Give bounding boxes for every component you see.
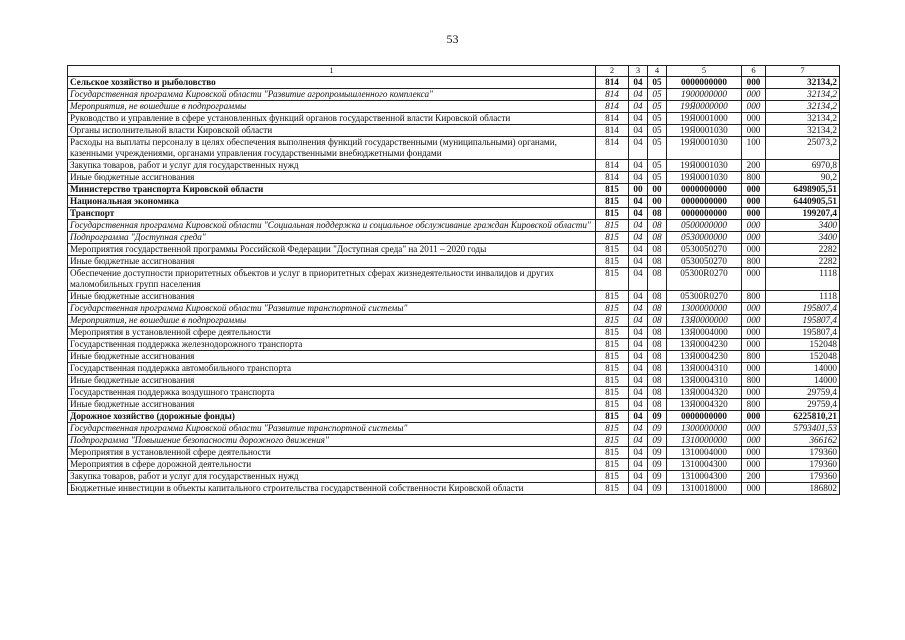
column-5: 0000000000 bbox=[667, 208, 742, 220]
table-row bbox=[68, 77, 840, 89]
column-4: 05 bbox=[648, 125, 667, 137]
row-name: Мероприятия в сфере дорожной деятельности bbox=[68, 459, 596, 471]
column-5: 05300R0270 bbox=[667, 291, 742, 303]
column-3: 04 bbox=[629, 101, 648, 113]
column-4: 05 bbox=[648, 89, 667, 101]
column-7: 32134,2 bbox=[766, 77, 840, 89]
column-5: 13Я0004230 bbox=[667, 351, 742, 363]
column-2: 815 bbox=[596, 232, 629, 244]
column-7: 2282 bbox=[766, 256, 840, 268]
column-6: 800 bbox=[742, 291, 766, 303]
column-3: 04 bbox=[629, 268, 648, 291]
column-4: 09 bbox=[648, 435, 667, 447]
column-5: 19Я0000000 bbox=[667, 101, 742, 113]
column-2: 815 bbox=[596, 375, 629, 387]
row-name: Сельское хозяйство и рыболовство bbox=[68, 77, 596, 89]
column-4: 08 bbox=[648, 387, 667, 399]
column-6: 800 bbox=[742, 351, 766, 363]
column-7: 6225810,21 bbox=[766, 411, 840, 423]
column-7: 152048 bbox=[766, 351, 840, 363]
column-2: 815 bbox=[596, 447, 629, 459]
row-name: Государственная программа Кировской области "Развитие агропромышленного комплекса" bbox=[68, 89, 596, 101]
column-3: 04 bbox=[629, 125, 648, 137]
column-2: 815 bbox=[596, 399, 629, 411]
header-cell: 2 bbox=[596, 66, 629, 77]
column-7: 6970,8 bbox=[766, 160, 840, 172]
column-6: 800 bbox=[742, 172, 766, 184]
column-3: 04 bbox=[629, 89, 648, 101]
row-name: Государственная программа Кировской области "Социальная поддержка и социальное обслуживание граждан Кировской области" bbox=[68, 220, 596, 232]
column-7: 186802 bbox=[766, 483, 840, 495]
column-2: 815 bbox=[596, 256, 629, 268]
table-row bbox=[68, 101, 840, 113]
column-4: 09 bbox=[648, 411, 667, 423]
column-3: 04 bbox=[629, 196, 648, 208]
column-3: 04 bbox=[629, 363, 648, 375]
column-3: 04 bbox=[629, 208, 648, 220]
table-row bbox=[68, 423, 840, 435]
column-2: 814 bbox=[596, 160, 629, 172]
column-3: 04 bbox=[629, 399, 648, 411]
column-2: 815 bbox=[596, 339, 629, 351]
column-2: 815 bbox=[596, 220, 629, 232]
table-row bbox=[68, 208, 840, 220]
column-7: 195807,4 bbox=[766, 303, 840, 315]
column-3: 04 bbox=[629, 375, 648, 387]
column-6: 000 bbox=[742, 315, 766, 327]
table-row bbox=[68, 256, 840, 268]
row-name: Бюджетные инвестиции в объекты капитального строительства государственной собственности Кировской области bbox=[68, 483, 596, 495]
table-row bbox=[68, 137, 840, 160]
column-6: 000 bbox=[742, 303, 766, 315]
row-name: Обеспечение доступности приоритетных объектов и услуг в приоритетных сферах жизнедеятельности инвалидов и других маломобильных групп населения bbox=[68, 268, 596, 291]
column-3: 04 bbox=[629, 113, 648, 125]
column-7: 179360 bbox=[766, 447, 840, 459]
column-5: 13Я0004310 bbox=[667, 375, 742, 387]
column-4: 08 bbox=[648, 351, 667, 363]
table-row bbox=[68, 220, 840, 232]
column-6: 800 bbox=[742, 256, 766, 268]
column-7: 90,2 bbox=[766, 172, 840, 184]
column-6: 000 bbox=[742, 327, 766, 339]
column-5: 0000000000 bbox=[667, 411, 742, 423]
column-5: 19Я0001030 bbox=[667, 172, 742, 184]
column-3: 04 bbox=[629, 435, 648, 447]
column-6: 000 bbox=[742, 244, 766, 256]
column-2: 814 bbox=[596, 172, 629, 184]
column-5: 13Я0004320 bbox=[667, 387, 742, 399]
page-number: 53 bbox=[446, 32, 459, 46]
row-name: Иные бюджетные ассигнования bbox=[68, 351, 596, 363]
table-row bbox=[68, 244, 840, 256]
column-5: 1300000000 bbox=[667, 303, 742, 315]
column-7: 5793401,53 bbox=[766, 423, 840, 435]
column-5: 1310004300 bbox=[667, 471, 742, 483]
row-name: Государственная поддержка воздушного транспорта bbox=[68, 387, 596, 399]
row-name: Мероприятия, не вошедшие в подпрограммы bbox=[68, 101, 596, 113]
column-2: 814 bbox=[596, 113, 629, 125]
table-row bbox=[68, 327, 840, 339]
column-2: 814 bbox=[596, 125, 629, 137]
column-2: 814 bbox=[596, 89, 629, 101]
row-name: Государственная программа Кировской области "Развитие транспортной системы" bbox=[68, 423, 596, 435]
table-row bbox=[68, 411, 840, 423]
column-3: 04 bbox=[629, 327, 648, 339]
row-name: Органы исполнительной власти Кировской области bbox=[68, 125, 596, 137]
column-4: 08 bbox=[648, 208, 667, 220]
column-4: 08 bbox=[648, 244, 667, 256]
table-row bbox=[68, 291, 840, 303]
table-row bbox=[68, 363, 840, 375]
column-4: 08 bbox=[648, 315, 667, 327]
column-6: 000 bbox=[742, 208, 766, 220]
column-3: 04 bbox=[629, 303, 648, 315]
header-row bbox=[68, 66, 840, 77]
column-7: 14000 bbox=[766, 375, 840, 387]
row-name: Иные бюджетные ассигнования bbox=[68, 375, 596, 387]
column-3: 04 bbox=[629, 232, 648, 244]
table-row bbox=[68, 315, 840, 327]
row-name: Мероприятия, не вошедшие в подпрограммы bbox=[68, 315, 596, 327]
table-row bbox=[68, 387, 840, 399]
column-4: 09 bbox=[648, 483, 667, 495]
column-7: 1118 bbox=[766, 268, 840, 291]
column-4: 08 bbox=[648, 303, 667, 315]
table-row bbox=[68, 399, 840, 411]
column-4: 05 bbox=[648, 137, 667, 160]
table-row bbox=[68, 375, 840, 387]
column-6: 000 bbox=[742, 125, 766, 137]
column-6: 800 bbox=[742, 375, 766, 387]
column-4: 05 bbox=[648, 77, 667, 89]
column-7: 25073,2 bbox=[766, 137, 840, 160]
column-3: 04 bbox=[629, 339, 648, 351]
column-2: 815 bbox=[596, 351, 629, 363]
column-7: 1118 bbox=[766, 291, 840, 303]
column-6: 000 bbox=[742, 77, 766, 89]
column-2: 815 bbox=[596, 459, 629, 471]
column-7: 195807,4 bbox=[766, 327, 840, 339]
column-2: 815 bbox=[596, 208, 629, 220]
column-2: 815 bbox=[596, 327, 629, 339]
column-3: 04 bbox=[629, 483, 648, 495]
column-3: 04 bbox=[629, 315, 648, 327]
column-2: 815 bbox=[596, 315, 629, 327]
column-5: 0530050270 bbox=[667, 256, 742, 268]
column-4: 08 bbox=[648, 291, 667, 303]
column-4: 08 bbox=[648, 339, 667, 351]
column-3: 04 bbox=[629, 459, 648, 471]
row-name: Транспорт bbox=[68, 208, 596, 220]
column-7: 2282 bbox=[766, 244, 840, 256]
row-name: Иные бюджетные ассигнования bbox=[68, 256, 596, 268]
row-name: Расходы на выплаты персоналу в целях обеспечения выполнения функций государственными (муниципальными) органами, казенными учреждениями, органами управления государственными внебюджетными фондами bbox=[68, 137, 596, 160]
column-7: 179360 bbox=[766, 459, 840, 471]
column-7: 29759,4 bbox=[766, 387, 840, 399]
column-7: 152048 bbox=[766, 339, 840, 351]
column-6: 000 bbox=[742, 387, 766, 399]
column-5: 1900000000 bbox=[667, 89, 742, 101]
table-row bbox=[68, 172, 840, 184]
column-3: 04 bbox=[629, 172, 648, 184]
column-2: 815 bbox=[596, 483, 629, 495]
column-6: 000 bbox=[742, 459, 766, 471]
column-6: 000 bbox=[742, 435, 766, 447]
column-5: 0000000000 bbox=[667, 184, 742, 196]
column-7: 6498905,51 bbox=[766, 184, 840, 196]
column-5: 0530000000 bbox=[667, 232, 742, 244]
column-5: 13Я0004230 bbox=[667, 339, 742, 351]
table-row bbox=[68, 113, 840, 125]
column-4: 08 bbox=[648, 268, 667, 291]
column-5: 1310004300 bbox=[667, 459, 742, 471]
row-name: Национальная экономика bbox=[68, 196, 596, 208]
column-3: 04 bbox=[629, 447, 648, 459]
column-7: 32134,2 bbox=[766, 89, 840, 101]
column-3: 04 bbox=[629, 244, 648, 256]
column-5: 0000000000 bbox=[667, 196, 742, 208]
column-4: 09 bbox=[648, 459, 667, 471]
column-5: 13Я0000000 bbox=[667, 315, 742, 327]
column-3: 04 bbox=[629, 291, 648, 303]
column-5: 0500000000 bbox=[667, 220, 742, 232]
column-2: 815 bbox=[596, 423, 629, 435]
column-3: 00 bbox=[629, 184, 648, 196]
column-3: 04 bbox=[629, 423, 648, 435]
column-3: 04 bbox=[629, 77, 648, 89]
column-7: 366162 bbox=[766, 435, 840, 447]
column-2: 815 bbox=[596, 303, 629, 315]
table-row bbox=[68, 471, 840, 483]
column-4: 08 bbox=[648, 220, 667, 232]
column-3: 04 bbox=[629, 256, 648, 268]
column-4: 08 bbox=[648, 256, 667, 268]
row-name: Руководство и управление в сфере установленных функций органов государственной власти Кировской области bbox=[68, 113, 596, 125]
row-name: Министерство транспорта Кировской области bbox=[68, 184, 596, 196]
column-7: 29759,4 bbox=[766, 399, 840, 411]
column-4: 05 bbox=[648, 101, 667, 113]
column-4: 08 bbox=[648, 399, 667, 411]
column-5: 13Я0004320 bbox=[667, 399, 742, 411]
table-row bbox=[68, 351, 840, 363]
column-5: 1310000000 bbox=[667, 435, 742, 447]
column-2: 815 bbox=[596, 291, 629, 303]
row-name: Государственная программа Кировской области "Развитие транспортной системы" bbox=[68, 303, 596, 315]
column-5: 1310004000 bbox=[667, 447, 742, 459]
column-7: 199207,4 bbox=[766, 208, 840, 220]
table-row bbox=[68, 435, 840, 447]
column-7: 195807,4 bbox=[766, 315, 840, 327]
column-2: 815 bbox=[596, 471, 629, 483]
row-name: Иные бюджетные ассигнования bbox=[68, 399, 596, 411]
column-4: 08 bbox=[648, 327, 667, 339]
column-2: 815 bbox=[596, 196, 629, 208]
row-name: Иные бюджетные ассигнования bbox=[68, 172, 596, 184]
column-2: 814 bbox=[596, 137, 629, 160]
column-4: 00 bbox=[648, 196, 667, 208]
column-2: 815 bbox=[596, 435, 629, 447]
column-4: 08 bbox=[648, 375, 667, 387]
column-5: 0000000000 bbox=[667, 77, 742, 89]
column-3: 04 bbox=[629, 411, 648, 423]
column-6: 100 bbox=[742, 137, 766, 160]
column-7: 32134,2 bbox=[766, 101, 840, 113]
column-5: 13Я0004310 bbox=[667, 363, 742, 375]
column-5: 19Я0001000 bbox=[667, 113, 742, 125]
header-cell: 4 bbox=[648, 66, 667, 77]
column-2: 815 bbox=[596, 184, 629, 196]
header-cell: 6 bbox=[742, 66, 766, 77]
column-5: 19Я0001030 bbox=[667, 125, 742, 137]
row-name: Подпрограмма "Доступная среда" bbox=[68, 232, 596, 244]
column-2: 815 bbox=[596, 363, 629, 375]
column-7: 6440905,51 bbox=[766, 196, 840, 208]
column-2: 815 bbox=[596, 268, 629, 291]
column-6: 000 bbox=[742, 184, 766, 196]
row-name: Мероприятия в установленной сфере деятельности bbox=[68, 327, 596, 339]
column-6: 000 bbox=[742, 101, 766, 113]
table-row bbox=[68, 160, 840, 172]
table-row bbox=[68, 196, 840, 208]
table-row bbox=[68, 459, 840, 471]
table-row bbox=[68, 268, 840, 291]
header-cell: 5 bbox=[667, 66, 742, 77]
column-7: 32134,2 bbox=[766, 113, 840, 125]
table-row bbox=[68, 483, 840, 495]
column-6: 000 bbox=[742, 339, 766, 351]
column-4: 08 bbox=[648, 232, 667, 244]
column-3: 04 bbox=[629, 387, 648, 399]
column-5: 13Я0004000 bbox=[667, 327, 742, 339]
column-2: 815 bbox=[596, 244, 629, 256]
row-name: Закупка товаров, работ и услуг для государственных нужд bbox=[68, 160, 596, 172]
row-name: Государственная поддержка автомобильного транспорта bbox=[68, 363, 596, 375]
column-6: 000 bbox=[742, 232, 766, 244]
column-4: 09 bbox=[648, 423, 667, 435]
table-row bbox=[68, 339, 840, 351]
column-6: 200 bbox=[742, 471, 766, 483]
column-6: 000 bbox=[742, 411, 766, 423]
column-4: 09 bbox=[648, 471, 667, 483]
column-7: 14000 bbox=[766, 363, 840, 375]
row-name: Дорожное хозяйство (дорожные фонды) bbox=[68, 411, 596, 423]
column-6: 800 bbox=[742, 399, 766, 411]
column-6: 000 bbox=[742, 89, 766, 101]
column-5: 05300R0270 bbox=[667, 268, 742, 291]
column-2: 815 bbox=[596, 387, 629, 399]
column-3: 04 bbox=[629, 351, 648, 363]
column-6: 000 bbox=[742, 483, 766, 495]
column-6: 000 bbox=[742, 196, 766, 208]
table-row bbox=[68, 447, 840, 459]
table-row bbox=[68, 125, 840, 137]
column-6: 000 bbox=[742, 363, 766, 375]
column-2: 815 bbox=[596, 411, 629, 423]
column-3: 04 bbox=[629, 137, 648, 160]
header-cell: 1 bbox=[68, 66, 596, 77]
column-5: 1300000000 bbox=[667, 423, 742, 435]
row-name: Иные бюджетные ассигнования bbox=[68, 291, 596, 303]
column-7: 3400 bbox=[766, 232, 840, 244]
column-4: 05 bbox=[648, 113, 667, 125]
row-name: Мероприятия государственной программы Российской Федерации "Доступная среда" на 2011 – 2020 годы bbox=[68, 244, 596, 256]
column-4: 05 bbox=[648, 172, 667, 184]
column-7: 179360 bbox=[766, 471, 840, 483]
header-cell: 7 bbox=[766, 66, 840, 77]
row-name: Подпрограмма "Повышение безопасности дорожного движения" bbox=[68, 435, 596, 447]
table-row bbox=[68, 303, 840, 315]
column-2: 814 bbox=[596, 101, 629, 113]
column-5: 19Я0001030 bbox=[667, 137, 742, 160]
column-5: 19Я0001030 bbox=[667, 160, 742, 172]
row-name: Государственная поддержка железнодорожного транспорта bbox=[68, 339, 596, 351]
column-3: 04 bbox=[629, 160, 648, 172]
table-row bbox=[68, 232, 840, 244]
column-6: 000 bbox=[742, 220, 766, 232]
column-6: 000 bbox=[742, 113, 766, 125]
column-6: 200 bbox=[742, 160, 766, 172]
budget-table bbox=[67, 65, 840, 495]
column-4: 08 bbox=[648, 363, 667, 375]
column-4: 05 bbox=[648, 160, 667, 172]
column-2: 814 bbox=[596, 77, 629, 89]
column-4: 09 bbox=[648, 447, 667, 459]
table-row bbox=[68, 89, 840, 101]
column-5: 0530050270 bbox=[667, 244, 742, 256]
row-name: Мероприятия в установленной сфере деятельности bbox=[68, 447, 596, 459]
column-7: 32134,2 bbox=[766, 125, 840, 137]
column-3: 04 bbox=[629, 471, 648, 483]
column-6: 000 bbox=[742, 423, 766, 435]
table-row bbox=[68, 184, 840, 196]
column-6: 000 bbox=[742, 447, 766, 459]
column-7: 3400 bbox=[766, 220, 840, 232]
header-cell: 3 bbox=[629, 66, 648, 77]
column-5: 1310018000 bbox=[667, 483, 742, 495]
column-6: 000 bbox=[742, 268, 766, 291]
column-4: 00 bbox=[648, 184, 667, 196]
row-name: Закупка товаров, работ и услуг для государственных нужд bbox=[68, 471, 596, 483]
column-3: 04 bbox=[629, 220, 648, 232]
